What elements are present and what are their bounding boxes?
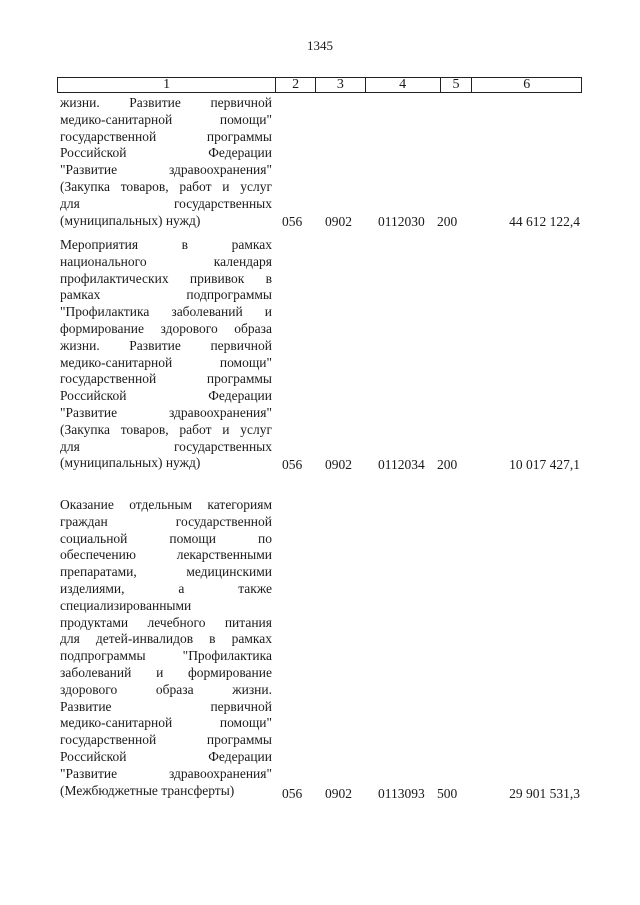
description-line: подпрограммы "Профилактика [60,648,272,664]
col3-value: 0902 [325,786,352,801]
header-col-4: 4 [365,78,440,92]
description-line: (муниципальных) нужд) [60,455,201,471]
description-line: (муниципальных) нужд) [60,212,201,228]
col4-value: 0112030 [378,214,425,229]
col6-value: 29 901 531,3 [509,786,580,801]
description-line: государственной программы [60,128,272,144]
header-col-5: 5 [440,78,472,92]
description-line: медико-санитарной помощи" [60,354,272,370]
page-number: 1345 [307,38,333,53]
description-line: Оказание отдельным категориям [60,497,272,512]
row-values [60,456,582,473]
description-line: (Межбюджетные трансферты) [60,782,235,798]
description-line: Мероприятия в рамках [60,237,272,252]
row-values [60,782,582,802]
description-line: специализированными [60,597,192,613]
description-line: социальной помощи по [60,530,272,546]
description-line: "Развитие здравоохранения" [60,404,272,420]
col3-value: 0902 [325,214,352,229]
col2-value: 056 [282,786,303,801]
description-line: "Развитие здравоохранения" [60,765,272,781]
description-line: заболеваний и формирование [60,664,272,680]
description-line: медико-санитарной помощи" [60,111,272,127]
description-line: "Профилактика заболеваний и [60,304,272,320]
col5-value: 500 [437,786,458,801]
description-line: государственной программы [60,371,272,387]
description-line: жизни. Развитие первичной [60,337,272,353]
row-description [60,95,272,229]
description-line: "Развитие здравоохранения" [60,162,272,178]
description-line: продуктами лечебного питания [60,614,272,630]
description-line: для государственных [60,195,272,211]
header-col-6: 6 [471,78,581,92]
description-line: Российской Федерации [60,145,272,161]
description-line: изделиями, а также [60,580,272,596]
col6-value: 44 612 122,4 [509,214,580,229]
description-line: для государственных [60,438,272,454]
col5-value: 200 [437,214,458,229]
description-line: (Закупка товаров, работ и услуг [60,178,272,194]
description-line: граждан государственной [60,513,272,529]
col2-value: 056 [282,214,303,229]
description-line: Развитие первичной [60,698,272,714]
description-line: (Закупка товаров, работ и услуг [60,421,272,437]
row-description [60,237,272,472]
table-header [57,77,582,93]
description-line: препаратами, медицинскими [60,564,272,580]
description-line: государственной программы [60,732,272,748]
col5-value: 200 [437,457,458,472]
description-line: жизни. Развитие первичной [60,95,272,110]
description-line: Российской Федерации [60,388,272,404]
col6-value: 10 017 427,1 [509,457,580,472]
description-line: профилактических прививок в [60,270,272,286]
col4-value: 0113093 [378,786,425,801]
description-line: формирование здорового образа [60,320,272,336]
row-values [60,213,582,230]
row-description [60,497,272,799]
header-col-2: 2 [275,78,315,92]
col4-value: 0112034 [378,457,425,472]
description-line: национального календаря [60,253,272,269]
description-line: рамках подпрограммы [60,287,272,303]
description-line: для детей-инвалидов в рамках [60,631,272,647]
description-line: обеспечению лекарственными [60,547,272,563]
col2-value: 056 [282,457,303,472]
header-col-1: 1 [163,77,171,92]
description-line: медико-санитарной помощи" [60,715,272,731]
col3-value: 0902 [325,457,352,472]
description-line: здорового образа жизни. [60,681,272,697]
description-line: Российской Федерации [60,748,272,764]
header-col-3: 3 [315,78,365,92]
